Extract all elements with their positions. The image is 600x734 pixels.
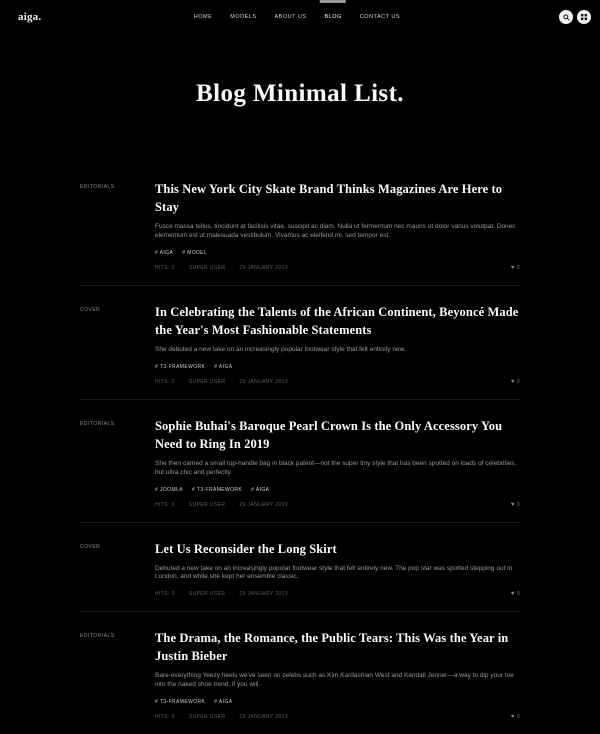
tag-link[interactable]: # T3-FRAMEWORK xyxy=(155,699,206,706)
tag-link[interactable]: # JOOMLA xyxy=(155,486,183,493)
nav-item-about-us[interactable]: ABOUT US xyxy=(274,14,307,20)
heart-icon: ♥ xyxy=(510,264,515,271)
post-body xyxy=(155,629,520,720)
like-count: 0 xyxy=(516,501,520,508)
blog-post-list xyxy=(80,163,520,734)
post-date: 29 JANUARY 2019 xyxy=(239,264,289,271)
like-count: 0 xyxy=(516,378,520,385)
site-logo[interactable]: aiga. xyxy=(18,11,42,23)
post-meta: HITS: 0 · SUPER USER · 29 JANUARY 2019 ♥ 0 xyxy=(155,501,520,508)
tag-link[interactable]: # AIGA xyxy=(155,249,174,256)
blog-post-row xyxy=(80,400,520,523)
heart-icon: ♥ xyxy=(510,591,515,598)
search-button[interactable] xyxy=(559,10,573,24)
post-author: SUPER USER xyxy=(188,264,226,271)
tag-link[interactable]: # AIGA xyxy=(251,486,270,493)
blog-post-row xyxy=(80,523,520,613)
post-tags xyxy=(155,699,520,705)
post-excerpt: She then carried a small top-handle bag in black patent—not the super tiny style that has been spotted on loads of celebrities, but ultra chic and perfectly. xyxy=(155,460,517,476)
post-meta: HITS: 0 · SUPER USER · 29 JANUARY 2019 ♥ 0 xyxy=(155,378,520,385)
tag-link[interactable]: # AIGA xyxy=(214,699,233,706)
nav-item-models[interactable]: MODELS xyxy=(230,14,257,20)
post-excerpt: She debuted a new take on an increasingly popular footwear style that felt entirely new. xyxy=(155,346,406,354)
heart-icon: ♥ xyxy=(510,378,515,385)
like-button[interactable] xyxy=(511,714,520,720)
post-author: SUPER USER xyxy=(188,501,226,508)
post-hits: HITS: 0 xyxy=(155,714,175,721)
menu-button[interactable] xyxy=(577,10,591,24)
post-category[interactable]: EDITORIALS xyxy=(80,184,115,190)
post-date: 29 JANUARY 2019 xyxy=(239,501,289,508)
post-author: SUPER USER xyxy=(188,378,226,385)
post-title-link[interactable]: Let Us Reconsider the Long Skirt xyxy=(155,541,337,556)
post-hits: HITS: 0 xyxy=(155,264,175,271)
tag-link[interactable]: # T3-FRAMEWORK xyxy=(191,486,243,493)
post-body xyxy=(155,303,520,385)
post-author: SUPER USER xyxy=(188,591,226,598)
post-meta: HITS: 0 · SUPER USER · 29 JANUARY 2019 ♥ 0 xyxy=(155,591,520,598)
post-title-link[interactable]: Sophie Buhai's Baroque Pearl Crown Is the Only Accessory You Need to Ring In 2019 xyxy=(155,418,503,451)
like-button[interactable] xyxy=(511,502,520,508)
like-button[interactable] xyxy=(511,591,520,597)
nav-item-blog[interactable]: BLOG xyxy=(324,14,342,20)
site-header xyxy=(0,0,600,34)
post-category[interactable]: COVER xyxy=(80,543,101,550)
like-count: 0 xyxy=(516,264,520,271)
post-tags xyxy=(155,250,520,256)
grid-menu-icon xyxy=(581,14,587,20)
like-button[interactable] xyxy=(511,265,520,271)
post-meta: HITS: 0 · SUPER USER · 29 JANUARY 2019 ♥ 0 xyxy=(155,714,520,721)
post-hits: HITS: 0 xyxy=(155,591,175,598)
post-excerpt: Fusce massa tellus, tincidunt at facilisis vitae, suscipit ac diam. Nulla ut fermentum nec mauris ut dolor varius volutpat. Donec elementum est ut malesuada vestibulum. Vivamus ac eleifend mi, sed tempor est. xyxy=(155,223,516,240)
like-count: 0 xyxy=(516,714,520,721)
heart-icon: ♥ xyxy=(510,714,515,721)
heart-icon: ♥ xyxy=(510,501,515,508)
blog-post-row xyxy=(80,286,520,400)
page-title: Blog Minimal List. xyxy=(196,80,404,107)
post-excerpt: Debuted a new take on an increasingly popular footwear style that felt entirely new. The pop star was spotted stepping out in London, and while she kept her ensemble classic. xyxy=(155,564,513,581)
post-body xyxy=(155,417,520,508)
post-tags xyxy=(155,487,520,493)
post-body xyxy=(155,540,520,598)
like-button[interactable] xyxy=(511,379,520,385)
post-excerpt: Bare-everything Yeezy heels we've seen on celebs such as Kim Kardashian West and Kendall Jenner—a way to dip your toe into the naked shoe trend, if you will. xyxy=(155,672,514,689)
post-title-link[interactable]: The Drama, the Romance, the Public Tears: This Was the Year in Justin Bieber xyxy=(155,631,509,664)
tag-link[interactable]: # MODEL xyxy=(182,249,208,256)
tag-link[interactable]: # AIGA xyxy=(214,363,233,370)
post-hits: HITS: 0 xyxy=(155,501,175,508)
post-category[interactable]: COVER xyxy=(80,306,101,313)
like-count: 0 xyxy=(516,591,520,598)
main-nav xyxy=(194,0,400,34)
post-hits: HITS: 0 xyxy=(155,378,175,385)
nav-item-contact-us[interactable]: CONTACT US xyxy=(359,14,401,20)
post-date: 29 JANUARY 2019 xyxy=(239,714,289,721)
post-date: 29 JANUARY 2019 xyxy=(239,591,289,598)
post-meta: HITS: 0 · SUPER USER · 29 JANUARY 2019 ♥ 0 xyxy=(155,264,520,271)
post-date: 29 JANUARY 2019 xyxy=(239,378,289,385)
blog-post-row xyxy=(80,163,520,286)
nav-item-home[interactable]: HOME xyxy=(193,14,213,20)
blog-post-row xyxy=(80,612,520,734)
post-tags xyxy=(155,364,520,370)
post-title-link[interactable]: In Celebrating the Talents of the African Continent, Beyoncé Made the Year's Most Fashionable Statements xyxy=(155,304,519,337)
post-body xyxy=(155,180,520,271)
post-title-link[interactable]: This New York City Skate Brand Thinks Magazines Are Here to Stay xyxy=(155,182,503,215)
post-category[interactable]: EDITORIALS xyxy=(80,633,115,640)
header-actions xyxy=(559,10,591,24)
post-category[interactable]: EDITORIALS xyxy=(80,420,115,427)
tag-link[interactable]: # T3-FRAMEWORK xyxy=(155,363,206,370)
search-icon xyxy=(563,14,570,21)
post-author: SUPER USER xyxy=(188,714,226,721)
